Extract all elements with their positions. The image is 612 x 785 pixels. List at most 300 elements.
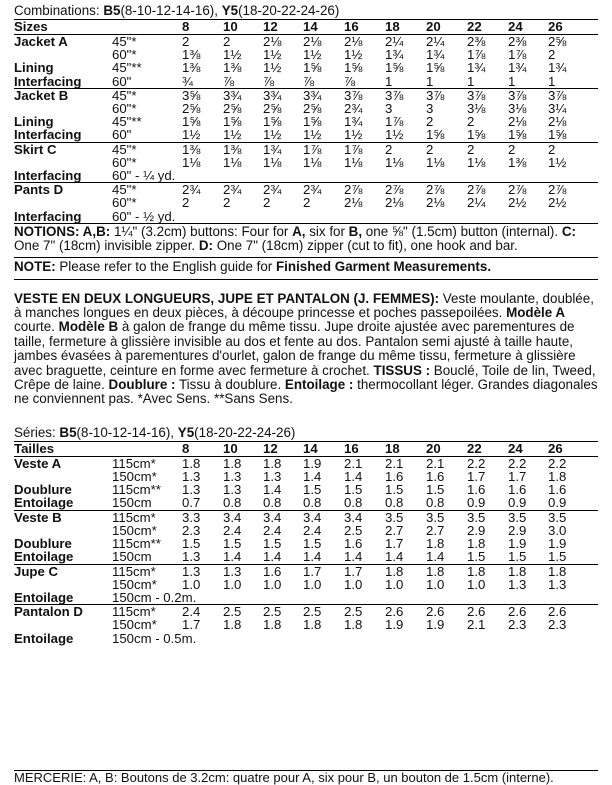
yardage-cell: 1.9 xyxy=(548,536,567,552)
yardage-cell: 2¾ xyxy=(263,183,303,197)
yardage-cell: 1.8 xyxy=(508,564,548,578)
table-row xyxy=(14,183,598,197)
yardage-cell: 2.1 xyxy=(344,455,363,471)
yardage-cell: 2.1 xyxy=(426,455,445,471)
fabric-width: 115cm** xyxy=(112,482,161,498)
yardage-cell: 1⅝ xyxy=(303,60,322,76)
y5-sizes: (18-20-22-24-26) xyxy=(238,3,340,18)
yardage-cell: 2.4 xyxy=(263,522,282,538)
yardage-cell: 1.9 xyxy=(385,617,404,633)
yardage-cell: 2⅞ xyxy=(467,183,508,197)
yardage-cell: 2.2 xyxy=(548,455,567,471)
yardage-cell: 1.5 xyxy=(467,549,486,565)
yardage-cell: 1.8 xyxy=(548,564,598,578)
yardage-cell: 1.8 xyxy=(467,536,486,552)
yardage-cell: 1⅛ xyxy=(303,154,322,170)
yardage-cell: 1.9 xyxy=(508,536,527,552)
yardage-cell: 3¾ xyxy=(303,88,344,102)
yardage-cell: ¾ xyxy=(182,73,193,89)
fabric-width: 45"* xyxy=(112,183,182,197)
yardage-cell: 1⅞ xyxy=(467,47,486,63)
yardage-table-french xyxy=(14,441,598,645)
yardage-cell: 2.6 xyxy=(508,605,548,619)
yardage-cell: 1.6 xyxy=(548,482,567,498)
yardage-cell: 3⅞ xyxy=(426,88,467,102)
yardage-cell: 2¾ xyxy=(223,183,263,197)
french-text: à galon de frange du même tissu. Jupe droite ajustée avec parementures de taille, fermeture à glissière invisible au dos et fente au dos. Pantalon semi ajusté à taille haute, jambes évasées à parementures d'ourlet, galon de frange du même tissu, fermeture à glissière avec braguette, ceinture en forme avec fermeture à crochet. xyxy=(14,319,576,378)
y5-code: Y5 xyxy=(177,424,195,440)
yardage-cell: 1.4 xyxy=(344,549,363,565)
yardage-cell: 3 xyxy=(426,101,434,117)
yardage-cell: 1.0 xyxy=(182,576,201,592)
yardage-cell: 1.8 xyxy=(426,564,467,578)
table-row xyxy=(14,35,598,49)
yardage-cell: 1⅞ xyxy=(508,47,527,63)
yardage-cell: 2⅞ xyxy=(508,183,548,197)
yardage-cell: 3.3 xyxy=(182,510,223,524)
yardage-cell: 1.7 xyxy=(508,469,527,485)
yardage-cell: 1⅜ xyxy=(182,142,223,156)
yardage-cell: 1.0 xyxy=(385,576,404,592)
series-line-english xyxy=(14,0,598,19)
yardage-cell: 2.5 xyxy=(223,605,263,619)
yardage-cell: 1.8 xyxy=(548,469,567,485)
french-bold: Doublure : xyxy=(108,377,176,393)
yardage-cell: 1.7 xyxy=(303,564,344,578)
yardage-cell: 3⅞ xyxy=(344,88,385,102)
row-label xyxy=(14,618,112,631)
yardage-cell: 1.8 xyxy=(263,455,282,471)
table-row xyxy=(14,169,598,183)
header-size: 26 xyxy=(548,441,598,456)
yardage-cell: 2⅛ xyxy=(303,34,322,49)
yardage-cell: 2⅞ xyxy=(344,183,385,197)
notions-view-c: C: xyxy=(561,223,576,239)
french-bold: TISSUS : xyxy=(373,362,431,378)
yardage-cell: 1.8 xyxy=(263,617,282,633)
yardage-cell: 2 xyxy=(385,142,426,156)
yardage-cell: 1.8 xyxy=(223,617,242,633)
yardage-cell: 2½ xyxy=(548,195,567,211)
header-size: 10 xyxy=(223,20,263,35)
fabric-width: 45"* xyxy=(112,34,137,49)
yardage-cell: 2¼ xyxy=(385,34,404,49)
yardage-cell: 2⅛ xyxy=(426,195,445,211)
yardage-cell: 1⅞ xyxy=(385,114,404,130)
b5-code: B5 xyxy=(59,424,77,440)
yardage-cell: 1.4 xyxy=(223,549,242,565)
yardage-cell: 2.5 xyxy=(344,522,363,538)
yardage-cell: 0.8 xyxy=(263,495,282,511)
yardage-cell: 2⅛ xyxy=(548,114,567,130)
note-text: Please refer to the English guide for xyxy=(55,259,276,275)
yardage-cell: 1⅝ xyxy=(508,127,527,143)
row-label: Interfacing xyxy=(14,127,82,143)
yardage-cell: 1.0 xyxy=(467,576,486,592)
yardage-cell: 1⅝ xyxy=(385,60,404,76)
yardage-cell: ⅞ xyxy=(344,73,355,89)
series-prefix: Séries: xyxy=(14,424,60,440)
yardage-cell: 1⅝ xyxy=(303,114,322,130)
yardage-cell: 2⅝ xyxy=(223,101,242,117)
yardage-cell: 1.0 xyxy=(426,576,445,592)
yardage-cell: 1⅝ xyxy=(182,114,201,130)
yardage-cell: 1½ xyxy=(223,127,242,143)
row-label: Jacket A xyxy=(14,34,68,49)
yardage-cell: 2.6 xyxy=(548,605,598,619)
yardage-cell: 3⅞ xyxy=(467,88,508,102)
fabric-width: 60" - ¼ yd. xyxy=(112,168,176,184)
yardage-cell: 2 xyxy=(303,195,311,211)
yardage-cell: 2.5 xyxy=(263,605,303,619)
table-row xyxy=(14,196,598,209)
yardage-cell: 1.5 xyxy=(182,536,201,552)
yardage-cell: 2⅛ xyxy=(344,195,363,211)
row-label: Lining xyxy=(14,60,54,76)
fabric-width: 60"* xyxy=(112,47,137,63)
yardage-cell: 1.4 xyxy=(426,549,445,565)
french-text: Veste moulante, doublée, à manches longues en deux pièces, à découpe princesse et poches passepoilées. xyxy=(14,290,594,321)
yardage-cell: 1½ xyxy=(303,127,322,143)
yardage-cell: 0.8 xyxy=(344,495,363,511)
french-text: courte. xyxy=(14,319,59,335)
header-size xyxy=(112,441,182,456)
yardage-cell: 1½ xyxy=(344,47,363,63)
table-row xyxy=(14,564,598,578)
y5-sizes: (18-20-22-24-26) xyxy=(194,424,296,440)
yardage-cell: 0.7 xyxy=(182,495,201,511)
yardage-cell: 2.4 xyxy=(303,522,322,538)
yardage-cell: 2⅝ xyxy=(263,101,282,117)
yardage-cell: 1¾ xyxy=(467,60,486,76)
cut-off-footer xyxy=(14,770,598,785)
yardage-cell: 2⅞ xyxy=(385,183,426,197)
yardage-cell: 1.4 xyxy=(303,469,322,485)
row-label xyxy=(14,578,112,591)
yardage-cell: 1.5 xyxy=(303,536,322,552)
french-description xyxy=(14,292,598,407)
row-label: Jacket B xyxy=(14,88,112,102)
yardage-cell: 1.0 xyxy=(344,576,363,592)
yardage-cell: ⅞ xyxy=(223,73,234,89)
yardage-cell: 3.5 xyxy=(385,510,426,524)
yardage-cell: 1.5 xyxy=(548,549,567,565)
yardage-cell: 1¾ xyxy=(385,47,404,63)
row-label xyxy=(14,196,112,209)
yardage-cell: 2 xyxy=(508,142,548,156)
yardage-cell: 1¾ xyxy=(508,60,527,76)
b5-sizes: (8-10-12-14-16), xyxy=(76,424,178,440)
yardage-cell: 1.5 xyxy=(385,482,404,498)
header-size xyxy=(112,20,182,35)
header-size: 20 xyxy=(426,441,467,456)
yardage-cell: 1⅜ xyxy=(182,60,201,76)
french-text: thermocollant léger. Grandes diagonales ne conviennent pas. *Avec Sens. **Sans Sens. xyxy=(14,377,598,407)
yardage-cell: 3⅝ xyxy=(182,88,223,102)
yardage-cell: 1⅜ xyxy=(182,47,201,63)
fabric-width: 60"* xyxy=(112,154,137,170)
yardage-cell: 1.8 xyxy=(223,455,242,471)
yardage-cell: 3¾ xyxy=(263,88,303,102)
yardage-cell: 3.5 xyxy=(467,510,508,524)
yardage-cell: 1.3 xyxy=(182,469,201,485)
yardage-cell: 3⅛ xyxy=(467,101,486,117)
table-header-row xyxy=(14,20,598,35)
row-label: Pants D xyxy=(14,183,112,197)
fabric-width: 60" - ½ yd. xyxy=(112,208,176,224)
french-bold: Entoilage : xyxy=(284,377,354,393)
yardage-cell: 1⅝ xyxy=(426,60,445,76)
yardage-cell: 1.4 xyxy=(385,549,404,565)
row-label: Entoilage xyxy=(14,630,74,646)
yardage-cell: 1.8 xyxy=(467,564,508,578)
header-size: 8 xyxy=(182,441,223,456)
notions-text: 1¼" (3.2cm) buttons: Four for xyxy=(110,223,293,239)
table-row xyxy=(14,618,598,631)
row-label: Jupe C xyxy=(14,564,112,578)
yardage-cell: 1⅛ xyxy=(182,154,201,170)
yardage-cell: 1½ xyxy=(344,127,363,143)
yardage-cell: 2 xyxy=(223,195,231,211)
yardage-cell: 1⅛ xyxy=(385,154,404,170)
yardage-cell: 1.3 xyxy=(223,482,242,498)
yardage-cell: 1.5 xyxy=(223,536,242,552)
yardage-cell: 2⅞ xyxy=(548,183,598,197)
header-size: 22 xyxy=(467,20,508,35)
yardage-cell: 2 xyxy=(182,34,190,49)
yardage-cell: 1.9 xyxy=(303,455,322,471)
notions-text: one ⅝" (1.5cm) button (internal). xyxy=(362,223,562,239)
header-size: 14 xyxy=(303,20,344,35)
yardage-cell: 2.6 xyxy=(385,605,426,619)
b5-code: B5 xyxy=(103,3,121,18)
yardage-cell: 2⅝ xyxy=(303,101,322,117)
table-row xyxy=(14,456,598,470)
yardage-cell: 1.5 xyxy=(303,482,322,498)
yardage-cell: 3.4 xyxy=(344,510,385,524)
yardage-cell: 2.9 xyxy=(508,522,527,538)
yardage-cell: 1⅝ xyxy=(344,60,363,76)
yardage-cell: 1.0 xyxy=(303,576,322,592)
fabric-width: 150cm - 0.5m. xyxy=(112,630,197,646)
yardage-cell: 1.3 xyxy=(182,549,201,565)
yardage-cell: 1½ xyxy=(263,127,282,143)
yardage-cell: 1⅛ xyxy=(263,154,282,170)
table-row xyxy=(14,156,598,169)
yardage-cell: 3.5 xyxy=(548,510,598,524)
table-row xyxy=(14,510,598,524)
yardage-cell: 1⅜ xyxy=(223,60,242,76)
fabric-width: 150cm - 0.2m. xyxy=(112,589,197,605)
french-title: VESTE EN DEUX LONGUEURS, JUPE ET PANTALON (J. FEMMES): xyxy=(14,290,440,306)
yardage-cell: 1.3 xyxy=(508,576,527,592)
yardage-cell: 3⅛ xyxy=(508,101,527,117)
yardage-cell: 0.8 xyxy=(223,495,242,511)
note-bold-text: Finished Garment Measurements. xyxy=(276,259,492,275)
yardage-cell: 1.5 xyxy=(426,482,445,498)
table-row xyxy=(14,61,598,74)
fabric-width: 60"* xyxy=(112,101,137,117)
yardage-cell: 2¼ xyxy=(426,34,445,49)
yardage-cell: 2 xyxy=(467,114,475,130)
yardage-cell: 1½ xyxy=(182,127,201,143)
fabric-width: 45"* xyxy=(112,88,182,102)
yardage-cell: 1.0 xyxy=(263,576,282,592)
yardage-cell: 1.3 xyxy=(182,564,223,578)
yardage-cell: 1.5 xyxy=(344,482,363,498)
yardage-cell: 1.4 xyxy=(344,469,363,485)
yardage-cell: 3.4 xyxy=(303,510,344,524)
fabric-width: 150cm* xyxy=(112,576,157,592)
yardage-cell: 1.5 xyxy=(508,549,527,565)
yardage-cell: 1⅛ xyxy=(426,154,445,170)
yardage-cell: 1⅜ xyxy=(508,154,527,170)
fabric-width: 115cm** xyxy=(112,536,161,552)
yardage-cell: 1.8 xyxy=(182,455,201,471)
yardage-cell: 0.9 xyxy=(548,495,567,511)
yardage-cell: 0.9 xyxy=(508,495,527,511)
yardage-cell: 2 xyxy=(223,34,231,49)
yardage-cell: 1½ xyxy=(303,47,322,63)
yardage-cell: 1¾ xyxy=(263,142,303,156)
header-size: 10 xyxy=(223,441,263,456)
table-row xyxy=(14,496,598,510)
header-size: 24 xyxy=(508,441,548,456)
b5-sizes: (8-10-12-14-16), xyxy=(120,3,222,18)
header-label: Sizes xyxy=(14,20,112,35)
notions-view-d: D: xyxy=(198,238,214,254)
fabric-width: 115cm* xyxy=(112,455,156,471)
yardage-cell: 3⅞ xyxy=(385,88,426,102)
table-row xyxy=(14,550,598,564)
yardage-cell: 2.1 xyxy=(467,617,486,633)
notions-paragraph xyxy=(14,223,598,254)
yardage-cell: 1½ xyxy=(385,127,404,143)
yardage-cell: 2 xyxy=(467,142,508,156)
fabric-width: 115cm* xyxy=(112,510,182,524)
yardage-cell: 1.8 xyxy=(426,536,445,552)
table-row xyxy=(14,632,598,645)
yardage-cell: 1⅛ xyxy=(467,154,486,170)
yardage-cell: 2.6 xyxy=(426,605,467,619)
yardage-cell: 2¾ xyxy=(303,183,344,197)
yardage-cell: 2⅝ xyxy=(182,101,201,117)
row-label: Lining xyxy=(14,114,54,130)
yardage-cell: 3.0 xyxy=(548,522,567,538)
yardage-cell: 1 xyxy=(548,73,556,89)
row-label: Entoilage xyxy=(14,495,74,511)
note-paragraph xyxy=(14,257,598,280)
yardage-cell: 1⅛ xyxy=(223,154,242,170)
yardage-cell: 1.7 xyxy=(467,469,486,485)
series-prefix: Combinations: xyxy=(14,3,104,18)
footer-text: MERCERIE: A, B: Boutons de 3.2cm: quatre pour A, six pour B, un bouton de 1.5cm (interne). xyxy=(14,770,554,785)
series-line-french xyxy=(14,422,598,441)
yardage-cell: 2⅛ xyxy=(385,195,404,211)
yardage-cell: 0.8 xyxy=(426,495,445,511)
yardage-cell: 1½ xyxy=(263,60,282,76)
row-label: Entoilage xyxy=(14,549,74,565)
table-row xyxy=(14,128,598,142)
fabric-width: 150cm* xyxy=(112,469,157,485)
yardage-cell: 2.6 xyxy=(467,605,508,619)
yardage-cell: 1.6 xyxy=(263,564,303,578)
yardage-cell: 2.3 xyxy=(548,617,567,633)
fabric-width: 115cm* xyxy=(112,605,182,619)
yardage-cell: 1⅝ xyxy=(426,127,445,143)
yardage-cell: 1 xyxy=(508,73,516,89)
yardage-cell: 2 xyxy=(182,195,190,211)
yardage-cell: 2⅞ xyxy=(426,183,467,197)
french-text: Bouclé, Toile de lin, Tweed, Crêpe de laine. xyxy=(14,362,596,393)
yardage-cell: 3.4 xyxy=(263,510,303,524)
french-bold: Modèle A xyxy=(506,305,566,321)
yardage-cell: 1½ xyxy=(223,47,242,63)
yardage-cell: 2 xyxy=(548,142,598,156)
yardage-cell: 2.5 xyxy=(303,605,344,619)
table-header-row xyxy=(14,441,598,456)
row-label: Entoilage xyxy=(14,589,74,605)
yardage-cell: 1.5 xyxy=(263,536,282,552)
french-text: Tissu à doublure. xyxy=(175,377,285,393)
header-size: 24 xyxy=(508,20,548,35)
header-size: 16 xyxy=(344,20,385,35)
yardage-cell: 1.3 xyxy=(223,564,263,578)
yardage-cell: 1.6 xyxy=(385,469,404,485)
yardage-cell: 2.4 xyxy=(182,605,223,619)
yardage-cell: 3 xyxy=(385,101,393,117)
yardage-cell: 1⅝ xyxy=(467,127,486,143)
yardage-cell: 1⅜ xyxy=(223,142,263,156)
notions-text: One 7" (18cm) zipper (cut to fit), one hook and bar. xyxy=(213,238,518,254)
yardage-cell: 3¼ xyxy=(548,101,567,117)
notions-view-a: A, xyxy=(292,223,306,239)
yardage-cell: 2 xyxy=(426,142,467,156)
yardage-cell: 2.7 xyxy=(385,522,404,538)
yardage-table-english xyxy=(14,19,598,223)
row-label: Doublure xyxy=(14,536,72,552)
yardage-cell: 1 xyxy=(385,73,393,89)
header-size: 20 xyxy=(426,20,467,35)
yardage-cell: 1.3 xyxy=(223,469,242,485)
header-size: 26 xyxy=(548,20,598,35)
fabric-width: 60" xyxy=(112,73,132,89)
notions-text: six for xyxy=(305,223,349,239)
yardage-cell: 1⅞ xyxy=(344,142,385,156)
yardage-cell: 1½ xyxy=(263,47,282,63)
yardage-cell: 2 xyxy=(548,47,556,63)
table-row xyxy=(14,578,598,591)
row-label: Skirt C xyxy=(14,142,112,156)
yardage-cell: 1⅝ xyxy=(263,114,282,130)
header-size: 12 xyxy=(263,20,303,35)
yardage-cell: 1¾ xyxy=(426,47,445,63)
yardage-cell: 2⅜ xyxy=(467,34,486,49)
yardage-cell: 2⅝ xyxy=(548,34,567,49)
yardage-cell: 2¾ xyxy=(344,101,363,117)
fabric-width: 150cm* xyxy=(112,522,157,538)
yardage-cell: 3⅞ xyxy=(548,88,598,102)
yardage-cell: 2.1 xyxy=(385,455,404,471)
table-row xyxy=(14,88,598,102)
french-bold: Modèle B xyxy=(58,319,119,335)
yardage-cell: 1⅝ xyxy=(548,127,567,143)
yardage-cell: 1½ xyxy=(548,154,567,170)
y5-code: Y5 xyxy=(221,3,239,18)
fabric-width: 60"* xyxy=(112,195,137,211)
notions-view-b: B, xyxy=(348,223,363,239)
table-row xyxy=(14,210,598,223)
